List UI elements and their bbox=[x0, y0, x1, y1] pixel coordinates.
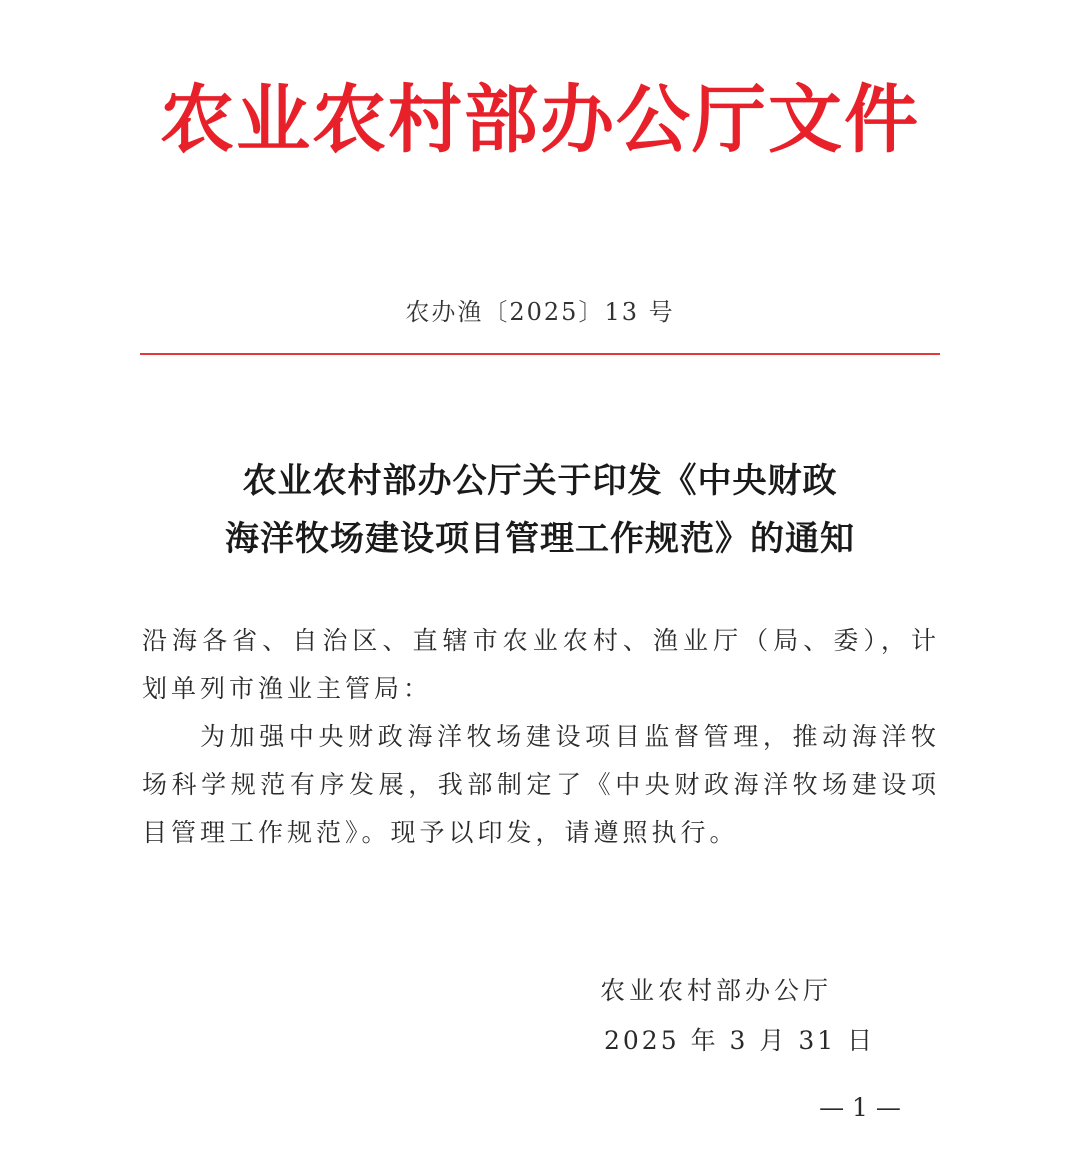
notice-body bbox=[142, 617, 940, 857]
page-number: — 1 — bbox=[819, 1093, 901, 1122]
notice-title-line-1: 农业农村部办公厅关于印发《中央财政 bbox=[242, 461, 838, 501]
issue-date: 2025 年 3 月 31 日 bbox=[604, 1026, 876, 1055]
body-paragraph: 为加强中央财政海洋牧场建设项目监督管理，推动海洋牧场科学规范有序发展，我部制定了《中央财政海洋牧场建设项目管理工作规范》。现予以印发，请遵照执行。 bbox=[142, 722, 940, 847]
masthead-title: 农业农村部办公厅文件 bbox=[160, 77, 920, 163]
notice-title-line-2: 海洋牧场建设项目管理工作规范》的通知 bbox=[225, 519, 855, 559]
document-number: 农办渔〔2025〕13 号 bbox=[405, 298, 675, 326]
signature-block bbox=[580, 966, 876, 1066]
notice-title bbox=[0, 452, 1080, 568]
issuing-organization: 农业农村部办公厅 bbox=[600, 976, 833, 1005]
addressee: 沿海各省、自治区、直辖市农业农村、渔业厅（局、委），计划单列市渔业主管局： bbox=[142, 626, 940, 703]
red-separator-line bbox=[140, 353, 940, 355]
